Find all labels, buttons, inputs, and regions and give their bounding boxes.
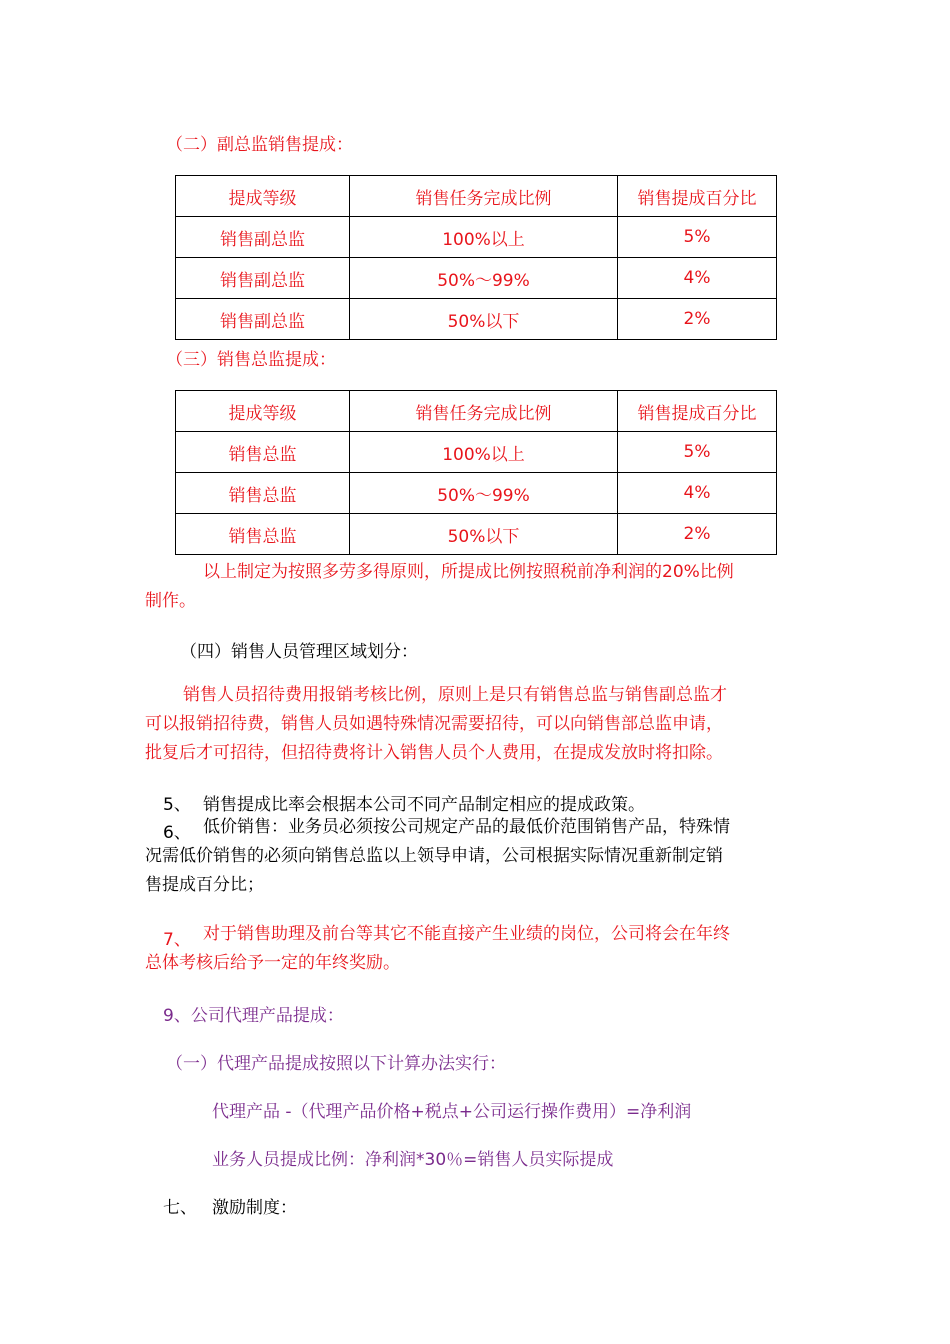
table-cell: 100%以上 bbox=[350, 432, 618, 473]
note-line: 制作。 bbox=[145, 591, 196, 611]
table-cell: 销售总监 bbox=[176, 432, 350, 473]
item9-subheading: （一）代理产品提成按照以下计算办法实行： bbox=[166, 1054, 506, 1074]
commission-note bbox=[145, 558, 734, 616]
formula-net-profit: 代理产品 -（代理产品价格+税点+公司运行操作费用）=净利润 bbox=[212, 1102, 692, 1122]
item5-text: 销售提成比率会根据本公司不同产品制定相应的提成政策。 bbox=[203, 795, 645, 815]
paragraph-line: 售提成百分比； bbox=[145, 875, 264, 895]
header-cell: 提成等级 bbox=[176, 176, 350, 217]
table-cell: 销售副总监 bbox=[176, 299, 350, 340]
header-cell: 销售提成百分比 bbox=[618, 176, 777, 217]
paragraph-line: 况需低价销售的必须向销售总监以上领导申请，公司根据实际情况重新制定销 bbox=[145, 846, 723, 866]
item6-paragraph bbox=[145, 813, 730, 900]
section3-heading: （三）销售总监提成： bbox=[166, 350, 336, 370]
note-line: 以上制定为按照多劳多得原则，所提成比例按照税前净利润的20%比例 bbox=[203, 562, 734, 582]
table-row bbox=[176, 258, 777, 299]
item5-number: 5、 bbox=[163, 795, 191, 815]
table-row bbox=[176, 217, 777, 258]
table-cell: 50%以下 bbox=[350, 514, 618, 555]
section7-number: 七、 bbox=[163, 1198, 197, 1218]
table-cell: 5% bbox=[618, 217, 777, 258]
table-cell: 销售副总监 bbox=[176, 258, 350, 299]
item7-paragraph bbox=[145, 920, 730, 978]
table-row bbox=[176, 514, 777, 555]
header-cell: 提成等级 bbox=[176, 391, 350, 432]
item6-number: 6、 bbox=[163, 823, 191, 843]
table-row bbox=[176, 299, 777, 340]
section7-heading: 激励制度： bbox=[212, 1198, 297, 1218]
formula-commission: 业务人员提成比例：净利润*30％=销售人员实际提成 bbox=[212, 1150, 614, 1170]
paragraph-line: 销售人员招待费用报销考核比例，原则上是只有销售总监与销售副总监才 bbox=[183, 685, 727, 705]
table-cell: 销售总监 bbox=[176, 514, 350, 555]
table-cell: 销售副总监 bbox=[176, 217, 350, 258]
header-cell: 销售任务完成比例 bbox=[350, 391, 618, 432]
table-cell: 5% bbox=[618, 432, 777, 473]
section2-heading: （二）副总监销售提成： bbox=[166, 135, 353, 155]
paragraph-line: 低价销售：业务员必须按公司规定产品的最低价范围销售产品，特殊情 bbox=[203, 817, 730, 837]
header-cell: 销售提成百分比 bbox=[618, 391, 777, 432]
table-cell: 50%～99% bbox=[350, 258, 618, 299]
table-row bbox=[176, 473, 777, 514]
item7-number: 7、 bbox=[163, 930, 191, 950]
vice-director-commission-table bbox=[175, 175, 777, 340]
table-cell: 100%以上 bbox=[350, 217, 618, 258]
table-cell: 4% bbox=[618, 473, 777, 514]
section4-heading: （四）销售人员管理区域划分： bbox=[180, 642, 418, 662]
director-commission-table bbox=[175, 390, 777, 555]
section4-paragraph bbox=[145, 681, 727, 768]
paragraph-line: 批复后才可招待，但招待费将计入销售人员个人费用，在提成发放时将扣除。 bbox=[145, 743, 723, 763]
table-cell: 50%以下 bbox=[350, 299, 618, 340]
table-cell: 销售总监 bbox=[176, 473, 350, 514]
paragraph-line: 总体考核后给予一定的年终奖励。 bbox=[145, 953, 400, 973]
table-cell: 2% bbox=[618, 514, 777, 555]
paragraph-line: 可以报销招待费，销售人员如遇特殊情况需要招待，可以向销售部总监申请， bbox=[145, 714, 723, 734]
table-cell: 2% bbox=[618, 299, 777, 340]
header-cell: 销售任务完成比例 bbox=[350, 176, 618, 217]
item9-heading: 9、公司代理产品提成： bbox=[163, 1006, 344, 1026]
table-cell: 4% bbox=[618, 258, 777, 299]
table-cell: 50%～99% bbox=[350, 473, 618, 514]
paragraph-line: 对于销售助理及前台等其它不能直接产生业绩的岗位，公司将会在年终 bbox=[203, 924, 730, 944]
table-row bbox=[176, 432, 777, 473]
table-header-row bbox=[176, 176, 777, 217]
table-header-row bbox=[176, 391, 777, 432]
